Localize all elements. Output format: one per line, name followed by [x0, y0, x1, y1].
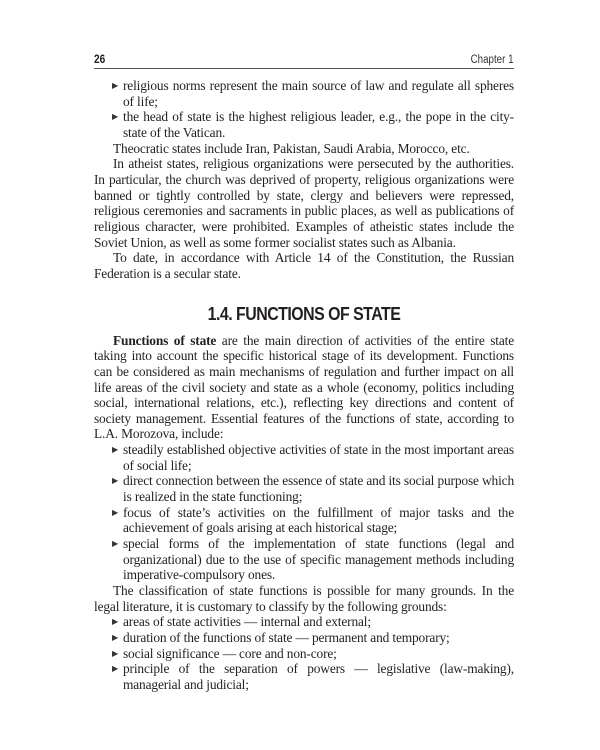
bullet-triangle-icon: ▶ — [112, 633, 119, 642]
bullet-triangle-icon: ▶ — [112, 664, 119, 674]
list-item: ▶ steadily established objective activities of state in the most important areas of social life; — [112, 442, 514, 473]
list-item: ▶ the head of state is the highest religious leader, e.g., the pope in the city-state of the Vatican. — [112, 109, 514, 140]
section-heading: 1.4. FUNCTIONS OF STATE — [207, 302, 401, 324]
bullet-triangle-icon: ▶ — [112, 81, 119, 90]
list-item: ▶ focus of state’s activities on the fulfillment of major tasks and the achievement of goals arising at each historical stage; — [112, 504, 514, 536]
bullet-triangle-icon: ▶ — [112, 617, 119, 627]
bullet-triangle-icon: ▶ — [112, 445, 119, 455]
list-item: ▶ social significance — core and non-core; — [112, 645, 337, 661]
bullet-triangle-icon: ▶ — [112, 539, 119, 549]
paragraph: In atheist states, religious organizations were persecuted by the authorities. In particular, the church was deprived of property, religious organizations were banned or tightly controlled by state, clergy and believers were repressed, religious ceremonies and sacraments in public places, as well as publications of religious character, were prohibited. Examples of atheistic states include the Soviet Union, as well as some former socialist states such as Albania. — [94, 156, 514, 250]
list-item: ▶ direct connection between the essence of state and its social purpose which is realized in the state functioning; — [112, 473, 514, 505]
running-head — [94, 50, 514, 69]
bullet-triangle-icon: ▶ — [112, 112, 119, 122]
bullet-triangle-icon: ▶ — [112, 476, 119, 486]
page-number: 26 — [94, 54, 106, 66]
paragraph: To date, in accordance with Article 14 of the Constitution, the Russian Federation is a secular state. — [94, 250, 514, 281]
paragraph: The classification of state functions is possible for many grounds. In the legal literature, it is customary to classify by the following grounds: — [94, 583, 514, 614]
bullet-triangle-icon: ▶ — [112, 507, 119, 517]
page-body — [94, 78, 514, 693]
list-item: ▶ areas of state activities — internal and external; — [112, 614, 371, 630]
features-list — [94, 442, 514, 583]
list-item: ▶ duration of the functions of state — permanent and temporary; — [112, 630, 450, 645]
list-item: ▶ principle of the separation of powers — legislative (law-making), managerial and judicial; — [112, 661, 514, 692]
list-item: ▶ religious norms represent the main source of law and regulate all spheres of life; — [112, 78, 514, 109]
paragraph: Theocratic states include Iran, Pakistan, Saudi Arabia, Morocco, etc. — [113, 140, 470, 156]
definition-paragraph: Functions of state are the main direction of activities of the entire state taking into account the specific historical stage of its development. Functions can be considered as main mechanisms of regulation and further impact on all life areas of the civil society and state as a whole (economy, politics including social, international relations, etc.), reflecting key directions and content of society management. Essential features of the functions of state, according to L.A. Morozova, include: — [94, 332, 514, 442]
bullet-triangle-icon: ▶ — [112, 648, 119, 658]
chapter-label: Chapter 1 — [471, 54, 514, 66]
book-page — [94, 50, 514, 693]
grounds-list — [94, 614, 514, 692]
theocratic-features-list — [94, 78, 514, 141]
defined-term: Functions of state — [113, 332, 217, 348]
list-item: ▶ special forms of the implementation of state functions (legal and organizational) due to the use of specific management methods including imperative-compulsory ones. — [112, 536, 514, 583]
